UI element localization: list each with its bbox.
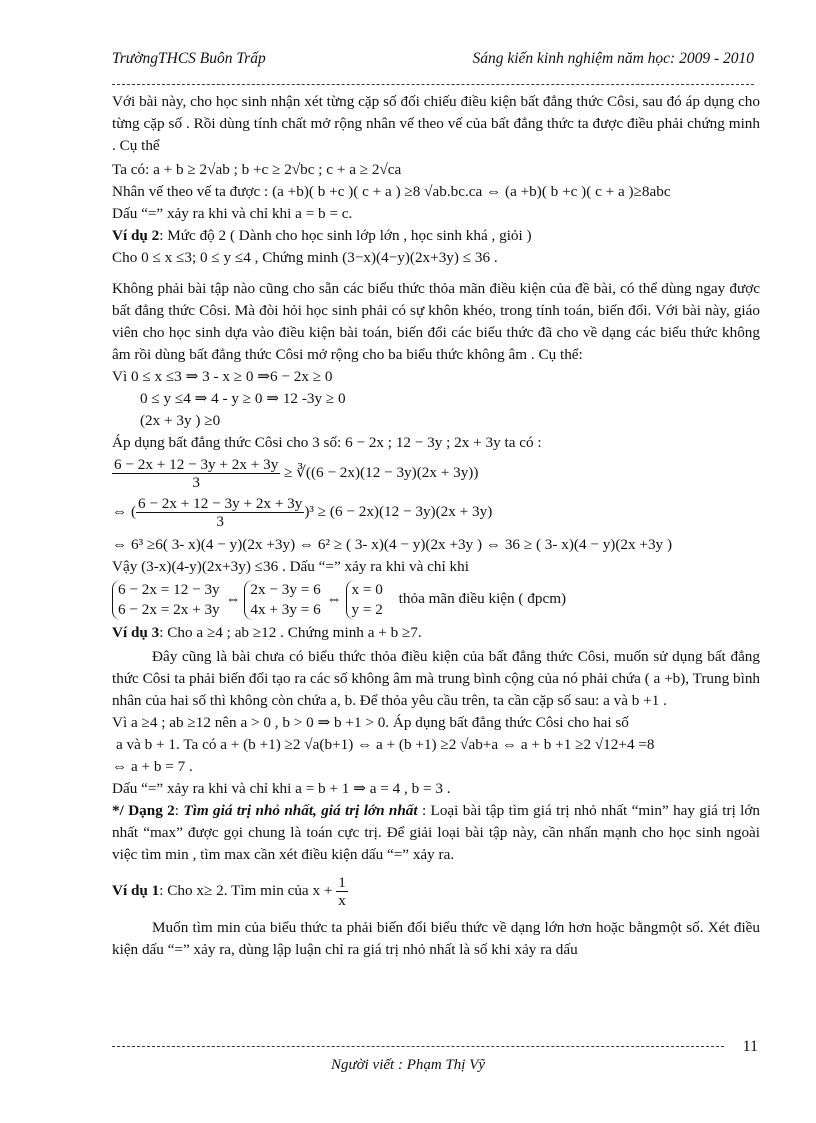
equation-systems — [112, 580, 760, 620]
fraction — [136, 495, 304, 530]
fraction-numerator: 6 − 2x + 12 − 3y + 2x + 3y — [138, 495, 303, 512]
section-marker: */ — [112, 802, 129, 819]
example-3-heading — [112, 622, 760, 644]
equivalence-prefix: ⇔ ( — [112, 502, 137, 520]
inequality-pairs: Ta có: a + b ≥ 2√ab ; b +c ≥ 2√bc ; c + a ≥ 2√ca — [112, 161, 402, 178]
example-label: Ví dụ 3 — [112, 624, 160, 641]
system-row: 6 − 2x = 12 − 3y — [118, 581, 220, 598]
fraction-rhs: ≥ ∛((6 − 2x)(12 − 3y)(2x + 3y)) — [284, 463, 479, 481]
example-text: : Cho a ≥4 ; ab ≥12 . Chứng minh a + b ≥7. — [159, 624, 422, 641]
fraction-denominator: 3 — [216, 513, 224, 530]
example-2-statement: Cho 0 ≤ x ≤3; 0 ≤ y ≤4 , Chứng minh (3−x)(4−y)(2x+3y) ≤ 36 . — [112, 249, 498, 266]
example-3-line-3: ⇔ a + b = 7 . — [112, 758, 193, 775]
footer-divider — [112, 1046, 724, 1047]
system-row: 6 − 2x = 2x + 3y — [118, 601, 220, 618]
section-colon: : — [174, 802, 184, 819]
example-label: Ví dụ 2 — [112, 227, 160, 244]
fraction-inequality-2 — [112, 495, 760, 530]
system-row: 2x − 3y = 6 — [250, 581, 321, 598]
equality-condition: Dấu “=” xảy ra khi và chỉ khi a = b = c. — [112, 205, 353, 222]
fraction-numerator: 1 — [338, 874, 346, 891]
example-text: : Mức độ 2 ( Dành cho học sinh lớp lớn , học sinh khá , giỏi ) — [159, 227, 532, 244]
condition-line-2: 0 ≤ y ≤4 ⇒ 4 - y ≥ 0 ⇒ 12 -3y ≥ 0 — [140, 390, 346, 407]
section-text: : Loại bài tập tìm giá trị nhỏ nhất “min” hay giá trị lớn nhất “max” được gọi chung là toán cực trị. Để giải loại bài tập này, cần nhấn mạnh cho học sinh ngoài việc tìm min , tìm max cần xét điều kiện dấu “=” xảy ra. — [112, 802, 760, 863]
page-header — [112, 50, 754, 74]
multiply-line: Nhân vế theo vế ta được : (a +b)( b +c )( c + a ) ≥8 √ab.bc.ca ⇔ (a +b)( b +c )( c + a )≥8abc — [112, 183, 671, 200]
system-conclusion: thỏa mãn điều kiện ( đpcm) — [398, 590, 567, 608]
section-topic: Tìm giá trị nhỏ nhất, giá trị lớn nhất — [183, 802, 418, 819]
apply-cosi-line: Áp dụng bất đẳng thức Côsi cho 3 số: 6 − 2x ; 12 − 3y ; 2x + 3y ta có : — [112, 434, 542, 451]
system-3 — [346, 580, 383, 620]
page-number: 11 — [742, 1038, 758, 1055]
conclusion-line: Vậy (3-x)(4-y)(2x+3y) ≤36 . Dấu “=” xảy ra khi và chỉ khi — [112, 558, 469, 575]
example-text: : Cho x≥ 2. Tìm min của x + — [159, 881, 333, 899]
equivalence-symbol: ⇔ — [326, 590, 342, 608]
section-label: Dạng 2 — [128, 802, 175, 819]
condition-line-3: (2x + 3y ) ≥0 — [140, 412, 221, 429]
fraction — [112, 456, 280, 491]
chain-equivalence: ⇔ 6³ ≥6( 3- x)(4 − y)(2x +3y) ⇔ 6² ≥ ( 3- x)(4 − y)(2x +3y ) ⇔ 36 ≥ ( 3- x)(4 − y)(2x +3y ) — [112, 536, 673, 553]
example-2-heading — [112, 225, 760, 247]
system-row: x = 0 — [351, 581, 383, 598]
example-3-line-4: Dấu “=” xảy ra khi và chỉ khi a = b + 1 ⇒ a = 4 , b = 3 . — [112, 780, 451, 797]
example-3-line-2: a và b + 1. Ta có a + (b +1) ≥2 √a(b+1) ⇔ a + (b +1) ≥2 √ab+a ⇔ a + b +1 ≥2 √12+4 =8 — [116, 736, 655, 753]
system-1 — [112, 580, 220, 620]
fraction-rhs: )³ ≥ (6 − 2x)(12 − 3y)(2x + 3y) — [304, 502, 493, 520]
paragraph-explanation: Không phải bài tập nào cũng cho sẵn các biểu thức thỏa mãn điều kiện của đề bài, có thể dùng ngay được bất đẳng thức Côsi. Mà đòi hỏi học sinh phải có sự khôn khéo, trong tính toán, biến đổi. Với bài này, giáo viên cho học sinh dựa vào điều kiện bài toán, biến đổi các biểu thức đã cho về dạng các biểu thức không âm rồi dùng bất đẳng thức Côsi mở rộng cho ba biểu thức không âm . Cụ thể: — [112, 280, 760, 363]
example-label: Ví dụ 1 — [112, 881, 160, 899]
fraction-numerator: 6 − 2x + 12 − 3y + 2x + 3y — [114, 456, 279, 473]
fraction — [336, 874, 348, 909]
equivalence-symbol: ⇔ — [225, 590, 241, 608]
condition-line-1: Vì 0 ≤ x ≤3 ⇒ 3 - x ≥ 0 ⇒6 − 2x ≥ 0 — [112, 368, 333, 385]
header-school: TrườngTHCS Buôn Trấp — [112, 50, 266, 67]
paragraph-intro: Với bài này, cho học sinh nhận xét từng cặp số đối chiếu điều kiện bất đẳng thức Côsi, sau đó áp dụng cho từng cặp số . Rồi dùng tính chất mở rộng nhân vế theo vế của bất đẳng thức ta được điều phải chứng minh . Cụ thể — [112, 93, 760, 154]
system-row: 4x + 3y = 6 — [250, 601, 321, 618]
example-1-heading — [112, 874, 760, 909]
page-body — [112, 91, 760, 961]
page-footer: Người viết : Phạm Thị Vỹ — [330, 1057, 486, 1073]
system-row: y = 2 — [351, 601, 383, 618]
fraction-denominator: 3 — [192, 474, 200, 491]
header-divider — [112, 84, 754, 85]
paragraph-min: Muốn tìm min của biểu thức ta phải biến đổi biểu thức về dạng lớn hơn hoặc bằngmột số. Xét điều kiện dấu “=” xảy ra, dùng lập luận chỉ ra giá trị nhỏ nhất là số khi xảy ra dấu — [112, 919, 760, 958]
fraction-denominator: x — [338, 892, 346, 909]
section-dang-2 — [112, 800, 760, 866]
paragraph-example-3: Đây cũng là bài chưa có biểu thức thỏa điều kiện của bất đẳng thức Côsi, muốn sử dụng bất đẳng thức Côsi ta phải biến đổi tạo ra các số không âm mà trung bình cộng của nó phải chứa ( a +b), Trung bình nhân của hai số thì không còn chứa a, b. Để thỏa yêu cầu trên, ta cần cặp số sau: a và b +1 . — [112, 648, 761, 709]
example-3-line-1: Vì a ≥4 ; ab ≥12 nên a > 0 , b > 0 ⇒ b +1 > 0. Áp dụng bất đẳng thức Côsi cho hai số — [112, 714, 629, 731]
header-title: Sáng kiến kinh nghiệm năm học: 2009 - 2010 — [472, 50, 754, 67]
fraction-inequality-1 — [112, 456, 760, 491]
system-2 — [244, 580, 320, 620]
